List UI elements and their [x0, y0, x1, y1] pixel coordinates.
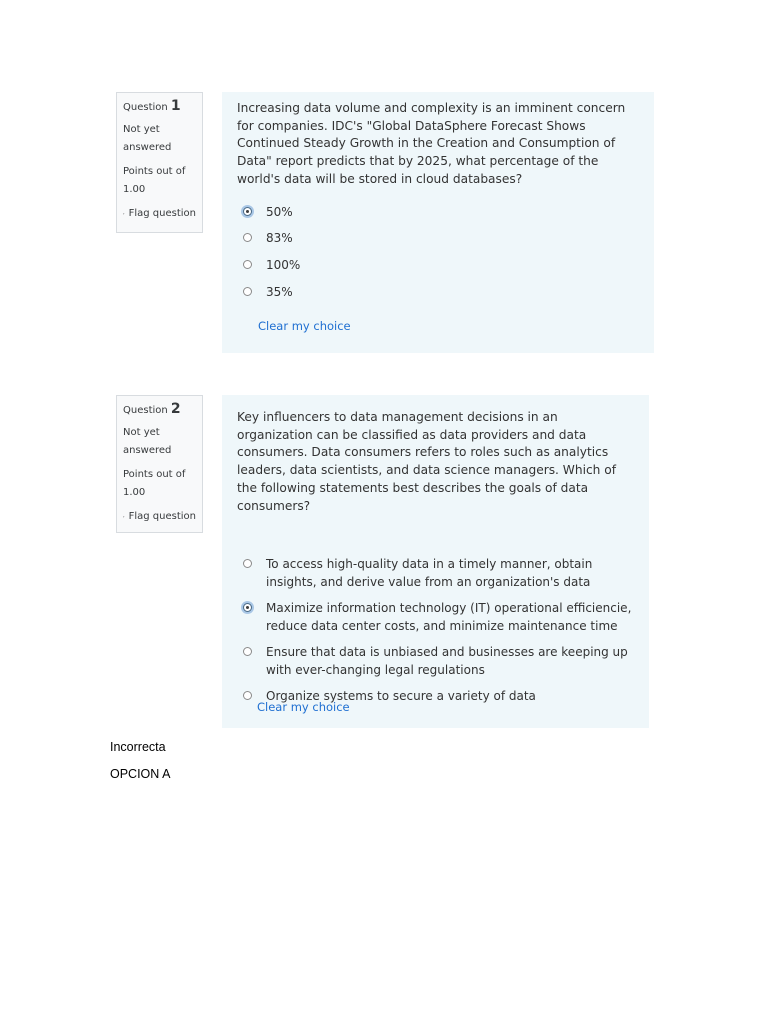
clear-choice-link[interactable]: Clear my choice — [258, 319, 351, 333]
question-grade: Points out of 1.00 — [123, 166, 186, 195]
question-info-2 — [116, 395, 203, 533]
question-content-1 — [222, 92, 654, 353]
question-number — [123, 400, 196, 420]
radio-button[interactable] — [243, 287, 252, 296]
radio-button[interactable] — [243, 603, 252, 612]
radio-button[interactable] — [243, 647, 252, 656]
flag-question-label: Flag question — [128, 208, 196, 219]
answer-label: 100% — [266, 257, 301, 272]
answer-option-1[interactable] — [237, 204, 293, 222]
correct-answer-note: OPCION A — [110, 767, 171, 781]
result-note: Incorrecta — [110, 740, 166, 754]
flag-icon — [123, 209, 125, 219]
question-text: Key influencers to data management decisions in an organization can be classified as data providers and data consumers. Data consumers refers to roles such as analytics leaders, data scientists, and data science managers. Which of the following statements best describes the goals of data consumers? — [237, 410, 617, 513]
answer-option-2[interactable] — [237, 230, 293, 248]
radio-button[interactable] — [243, 207, 252, 216]
answer-label: To access high-quality data in a timely manner, obtain insights, and derive value from an organization's data — [266, 557, 593, 589]
question-grade: Points out of 1.00 — [123, 469, 186, 498]
question-state: Not yet answered — [123, 427, 172, 456]
radio-button[interactable] — [243, 691, 252, 700]
flag-icon — [123, 512, 125, 522]
answer-option-1[interactable] — [237, 556, 637, 591]
answer-label: 50% — [266, 204, 293, 219]
question-number-label: Question — [123, 405, 168, 416]
question-number-label: Question — [123, 102, 168, 113]
answer-label: 35% — [266, 284, 293, 299]
question-info-1 — [116, 92, 203, 233]
question-number — [123, 97, 196, 117]
radio-button[interactable] — [243, 233, 252, 242]
answer-label: Maximize information technology (IT) operational efficiencie, reduce data center costs, and minimize maintenance time — [266, 601, 632, 633]
question-state: Not yet answered — [123, 124, 172, 153]
answer-option-4[interactable] — [237, 284, 293, 302]
flag-question-button[interactable] — [123, 508, 196, 526]
answer-label: Ensure that data is unbiased and businesses are keeping up with ever-changing legal regulations — [266, 645, 628, 677]
flag-question-button[interactable] — [123, 205, 196, 223]
question-number-value: 2 — [170, 401, 181, 417]
question-number-value: 1 — [170, 98, 181, 114]
answer-label: 83% — [266, 230, 293, 245]
answer-option-3[interactable] — [237, 644, 637, 679]
flag-question-label: Flag question — [128, 511, 196, 522]
clear-choice-link[interactable]: Clear my choice — [257, 700, 350, 714]
radio-button[interactable] — [243, 260, 252, 269]
answer-option-3[interactable] — [237, 257, 300, 275]
question-text: Increasing data volume and complexity is an imminent concern for companies. IDC's "Global DataSphere Forecast Shows Continued Steady Growth in the Creation and Consumption of Data" report predicts that by 2025, what percentage of the world's data will be stored in cloud databases? — [237, 101, 626, 186]
radio-button[interactable] — [243, 559, 252, 568]
answer-option-2[interactable] — [237, 600, 637, 635]
answer-label: Organize systems to secure a variety of data — [266, 689, 536, 704]
question-content-2 — [222, 395, 649, 728]
